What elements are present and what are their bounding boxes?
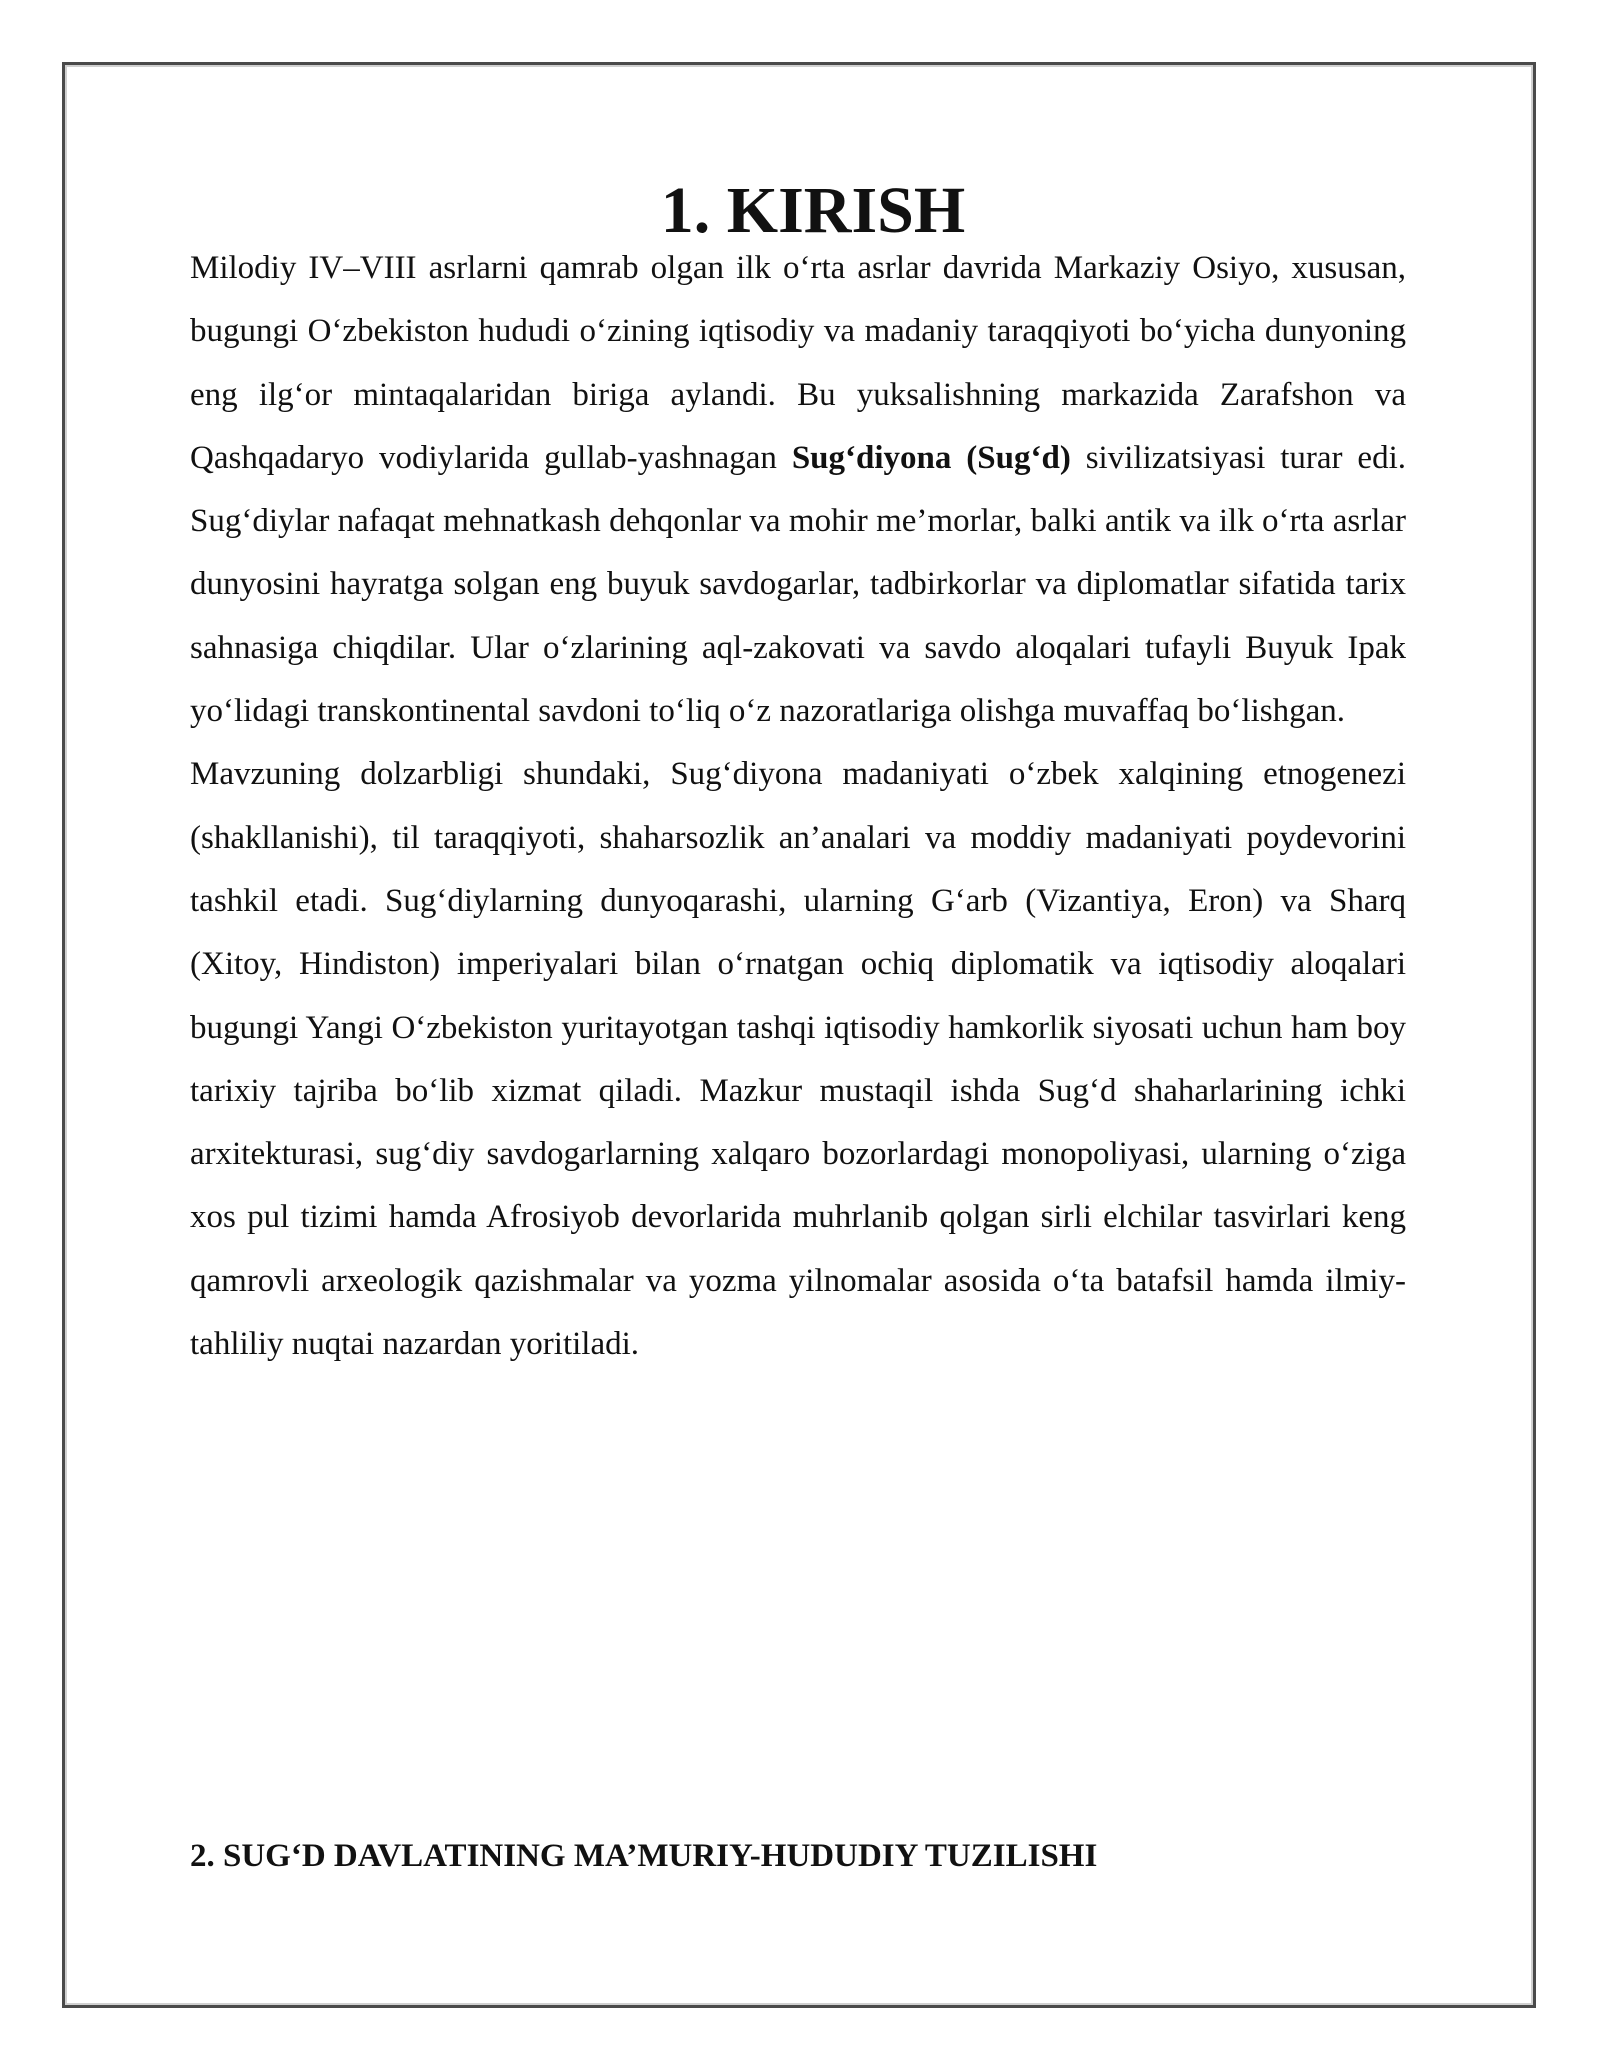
paragraph-intro-bold-term: Sug‘diyona (Sug‘d) <box>791 439 1071 476</box>
paragraph-intro <box>190 237 1406 743</box>
paragraph-intro-text-1: Milodiy IV–VIII asrlarni qamrab olgan ilk o‘rta asrlar davrida Markaziy Osiyo, xususan, bugungi O‘zbekiston hududi o‘zining iqtisodiy va madaniy taraqqiyoti bo‘yicha dunyoning eng ilg‘or mintaqalaridan biriga aylandi. Bu yuksalishning markazida Zarafshon va Qashqadaryo vodiylarida gullab-yashnagan <box>190 250 1406 476</box>
section-title-kirish: 1. KIRISH <box>660 174 966 247</box>
section-title-administrative: 2. SUG‘D DAVLATINING MA’MURIY-HUDUDIY TUZILISHI <box>190 1838 1098 1874</box>
page-content <box>190 174 1406 1376</box>
paragraph-relevance: Mavzuning dolzarbligi shundaki, Sug‘diyona madaniyati o‘zbek xalqining etnogenezi (shakllanishi), til taraqqiyoti, shaharsozlik an’analari va moddiy madaniyati poydevorini tashkil etadi. Sug‘diylarning dunyoqarashi, ularning G‘arb (Vizantiya, Eron) va Sharq (Xitoy, Hindiston) imperiyalari bilan o‘rnatgan ochiq diplomatik va iqtisodiy aloqalari bugungi Yangi O‘zbekiston yuritayotgan tashqi iqtisodiy hamkorlik siyosati uchun ham boy tarixiy tajriba bo‘lib xizmat qiladi. Mazkur mustaqil ishda Sug‘d shaharlarining ichki arxitekturasi, sug‘diy savdogarlarning xalqaro bozorlardagi monopoliyasi, ularning o‘ziga xos pul tizimi hamda Afrosiyob devorlarida muhrlanib qolgan sirli elchilar tasvirlari keng qamrovli arxeologik qazishmalar va yozma yilnomalar asosida o‘ta batafsil hamda ilmiy-tahliliy nuqtai nazardan yoritiladi. <box>190 756 1406 1363</box>
paragraph-intro-text-2: sivilizatsiyasi turar edi. Sug‘diylar nafaqat mehnatkash dehqonlar va mohir me’morlar, balki antik va ilk o‘rta asrlar dunyosini hayratga solgan eng buyuk savdogarlar, tadbirkorlar va diplomatlar sifatida tarix sahnasiga chiqdilar. Ular o‘zlarining aql-zakovati va savdo aloqalari tufayli Buyuk Ipak yo‘lidagi transkontinental savdoni to‘liq o‘z nazoratlariga olishga muvaffaq bo‘lishgan. <box>190 439 1406 730</box>
